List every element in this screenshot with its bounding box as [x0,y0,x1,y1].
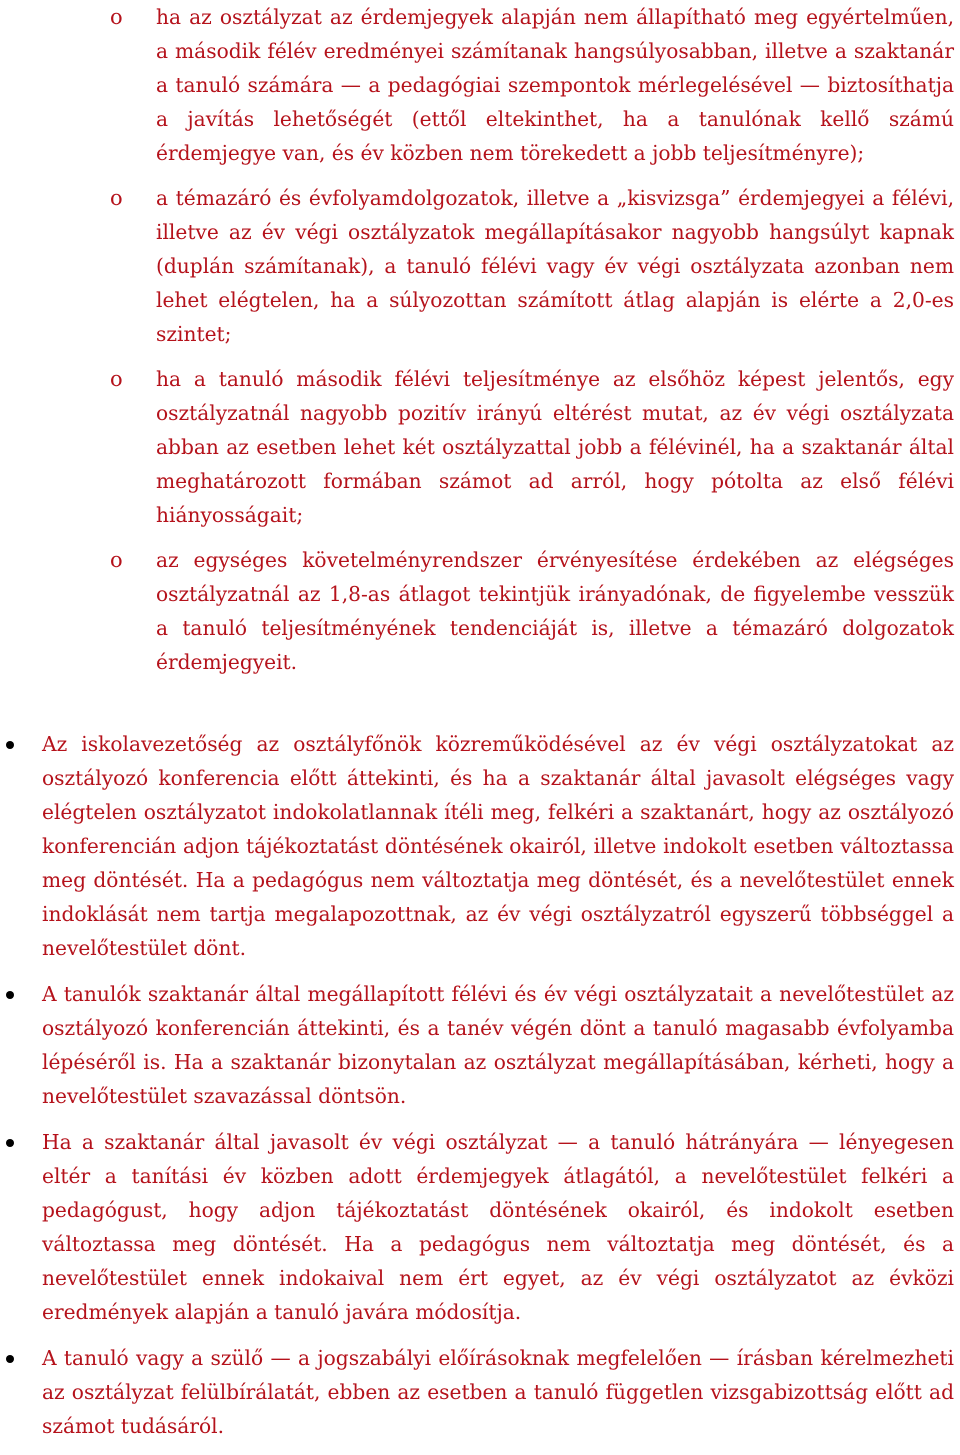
circle-bullet-icon: o [110,548,123,572]
sub-item-text: a témazáró és évfolyamdolgozatok, illetve a „kisvizsga” érdemjegyei a félévi, illetve az év végi osztályzatok megállapításakor nagyobb hangsúlyt kapnak (duplán számítanak), a tanuló félévi vagy év végi osztályzata azonban nem lehet elégtelen, ha a súlyozottan számított átlag alapján is elérte a 2,0-es szintet; [156,186,954,346]
sub-list-item-4 [0,543,960,679]
sub-item-text: ha a tanuló második félévi teljesítménye az elsőhöz képest jelentős, egy osztályzatnál nagyobb pozitív irányú eltérést mutat, az év végi osztályzata abban az esetben lehet két osztályzattal jobb a félévinél, ha a szaktanár által meghatározott formában számot ad arról, hogy pótolta az első félévi hiányosságait; [156,367,954,527]
bullet-icon [6,741,14,749]
circle-bullet-icon: o [110,367,123,391]
main-list-item-1 [0,727,960,965]
main-list-item-3 [0,1125,960,1329]
bullet-icon [6,991,14,999]
bullet-icon [6,1355,14,1363]
sub-item-text: az egységes követelményrendszer érvényesítése érdekében az elégséges osztályzatnál az 1,8-as átlagot tekintjük irányadónak, de figyelembe vesszük a tanuló teljesítményének tendenciáját is, illetve a témazáró dolgozatok érdemjegyeit. [156,548,954,674]
main-list-item-2 [0,977,960,1113]
sub-list-item-2 [0,181,960,351]
main-item-text: A tanulók szaktanár által megállapított félévi és év végi osztályzatait a nevelőtestület az osztályozó konferencián áttekinti, és a tanév végén dönt a tanuló magasabb évfolyamba lépéséről is. Ha a szaktanár bizonytalan az osztályzat megállapításában, kérheti, hogy a nevelőtestület szavazással döntsön. [42,982,954,1108]
sub-list [0,0,960,690]
sub-list-item-1 [0,0,960,170]
main-item-text: A tanuló vagy a szülő — a jogszabályi előírásoknak megfelelően — írásban kérelmezheti az osztályzat felülbírálatát, ebben az esetben a tanuló független vizsgabizottság előtt ad számot tudásáról. [42,1346,954,1438]
circle-bullet-icon: o [110,5,123,29]
circle-bullet-icon: o [110,186,123,210]
sub-item-text: ha az osztályzat az érdemjegyek alapján nem állapítható meg egyértelműen, a második félév eredményei számítanak hangsúlyosabban, illetve a szaktanár a tanuló számára — a pedagógiai szempontok mérlegelésével — biztosíthatja a javítás lehetőségét (ettől eltekinthet, ha a tanulónak kellő számú érdemjegye van, és év közben nem törekedett a jobb teljesítményre); [156,5,954,165]
main-item-text: Ha a szaktanár által javasolt év végi osztályzat — a tanuló hátrányára — lényegesen eltér a tanítási év közben adott érdemjegyek átlagától, a nevelőtestület felkéri a pedagógust, hogy adjon tájékoztatást döntésének okairól, és indokolt esetben változtassa meg döntését. Ha a pedagógus nem változtatja meg döntését, és a nevelőtestület ennek indokaival nem ért egyet, az év végi osztályzatot az évközi eredmények alapján a tanuló javára módosítja. [42,1130,954,1324]
main-list [0,727,960,1455]
main-item-text: Az iskolavezetőség az osztályfőnök közreműködésével az év végi osztályzatokat az osztályozó konferencia előtt áttekinti, és ha a szaktanár által javasolt elégséges vagy elégtelen osztályzatot indokolatlannak ítéli meg, felkéri a szaktanárt, hogy az osztályozó konferencián adjon tájékoztatást döntésének okairól, illetve indokolt esetben változtassa meg döntését. Ha a pedagógus nem változtatja meg döntését, és a nevelőtestület ennek indoklását nem tartja megalapozottnak, az év végi osztályzatról egyszerű többséggel a nevelőtestület dönt. [42,732,954,960]
sub-list-item-3 [0,362,960,532]
main-list-item-4 [0,1341,960,1443]
bullet-icon [6,1139,14,1147]
